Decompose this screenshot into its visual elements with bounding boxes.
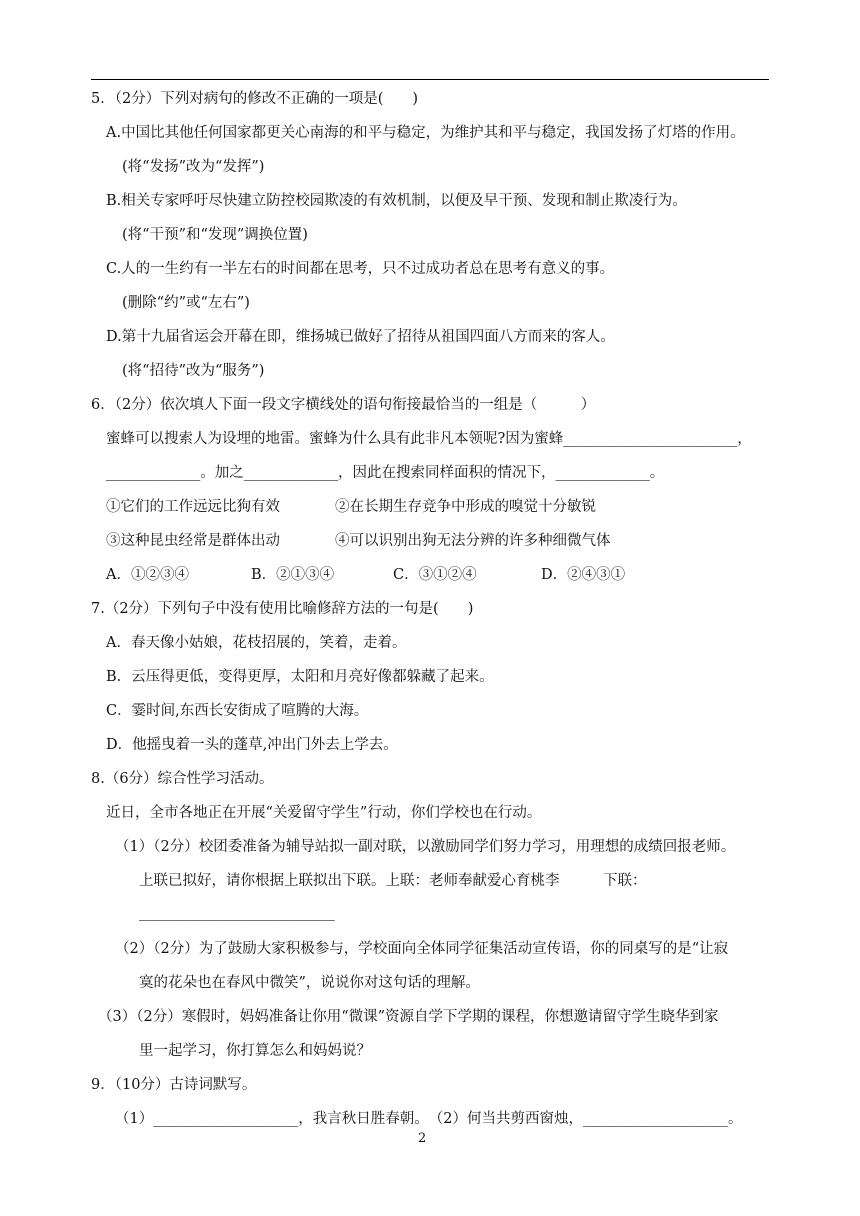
question-6-stem: 6．（2分）依次填人下面一段文字横线处的语句衔接最恰当的一组是（ ） (91, 397, 596, 413)
question-5-option-d-note: (将“招待”改为“服务”) (122, 363, 265, 379)
question-7-option-d: D．他摇曳着一头的蓬草,冲出门外去上学去。 (106, 737, 398, 753)
question-5-option-d: D.第十九届省运会开幕在即，维扬城已做好了招待从祖国四面八方而来的客人。 (106, 329, 615, 345)
question-6-choice-d: D．②④③① (541, 567, 626, 583)
question-6-passage-line-2: _____________。加之_____________，因此在搜索同样面积的情况下，_____________。 (106, 465, 665, 481)
question-8-intro: 近日，全市各地正在开展“关爱留守学生”行动，你们学校也在行动。 (106, 805, 542, 821)
question-6-choice-a: A．①②③④ (106, 567, 189, 583)
question-9-line-1: （1）____________________，我言秋日胜春朝。 （2）何当共剪西窗烛，____________________。 (115, 1111, 743, 1127)
question-7-stem: 7.（2分）下列句子中没有使用比喻修辞方法的一句是( ) (91, 601, 474, 617)
header-rule (91, 79, 769, 80)
question-8-part-2-line-2: 寞的花朵也在春风中微笑”，说说你对这句话的理解。 (139, 975, 480, 991)
page-number: 2 (418, 1131, 427, 1146)
question-5-option-b: B.相关专家呼吁尽快建立防控校园欺凌的有效机制，以便及早干预、发现和制止欺凌行为。 (106, 193, 687, 209)
question-6-choice-c: C．③①②④ (393, 567, 477, 583)
question-6-phrase-3: ③这种昆虫经常是群体出动 (106, 533, 280, 549)
question-6-choice-b: B．②①③④ (251, 567, 335, 583)
question-8-part-1-line-2: 上联已拟好，请你根据上联拟出下联。上联：老师奉献爱心育桃李 下联： (139, 873, 647, 889)
question-8-stem: 8.（6分）综合性学习活动。 (91, 771, 274, 787)
question-7-option-c: C．霎时间,东西长安街成了喧腾的大海。 (106, 703, 369, 719)
question-8-part-1-answer-blank: ___________________________ (139, 905, 335, 921)
question-5-option-c-note: (删除“约”或“左右”) (122, 295, 250, 311)
question-7-option-a: A．春天像小姑娘，花枝招展的，笑着，走着。 (106, 635, 407, 651)
question-8-part-1-line-1: （1）（2分）校团委准备为辅导站拟一副对联，以激励同学们努力学习，用理想的成绩回报老师。 (115, 839, 736, 855)
question-8-part-3-line-2: 里一起学习，你打算怎么和妈妈说？ (139, 1043, 371, 1059)
question-6-phrase-2: ②在长期生存竞争中形成的嗅觉十分敏锐 (335, 499, 596, 515)
question-6-phrase-4: ④可以识别出狗无法分辨的许多种细微气体 (335, 533, 611, 549)
question-5-option-b-note: (将“干预”和“发现”调换位置) (122, 227, 308, 243)
question-8-part-3-line-1: （3）（2分）寒假时，妈妈准备让你用“微课”资源自学下学期的课程，你想邀请留守学生晓华到家 (98, 1009, 719, 1025)
question-6-phrase-1: ①它们的工作远远比狗有效 (106, 499, 280, 515)
question-5-option-c: C.人的一生约有一半左右的时间都在思考，只不过成功者总在思考有意义的事。 (106, 261, 615, 277)
question-9-stem: 9．（10分）古诗词默写。 (91, 1077, 257, 1093)
question-6-passage-line-1: 蜜蜂可以搜索人为设埋的地雷。蜜蜂为什么具有此非凡本领呢?因为蜜蜂________________________， (106, 431, 752, 447)
question-5-stem: 5．（2分）下列对病句的修改不正确的一项是( ) (91, 91, 419, 107)
question-8-part-2-line-1: （2）（2分）为了鼓励大家积极参与，学校面向全体同学征集活动宣传语，你的同桌写的是“让寂 (115, 941, 729, 957)
question-7-option-b: B．云压得更低，变得更厚，太阳和月亮好像都躲藏了起来。 (106, 669, 494, 685)
question-5-option-a: A.中国比其他任何国家都更关心南海的和平与稳定，为维护其和平与稳定，我国发扬了灯塔的作用。 (106, 125, 745, 141)
question-5-option-a-note: (将“发扬”改为“发挥”) (122, 159, 265, 175)
